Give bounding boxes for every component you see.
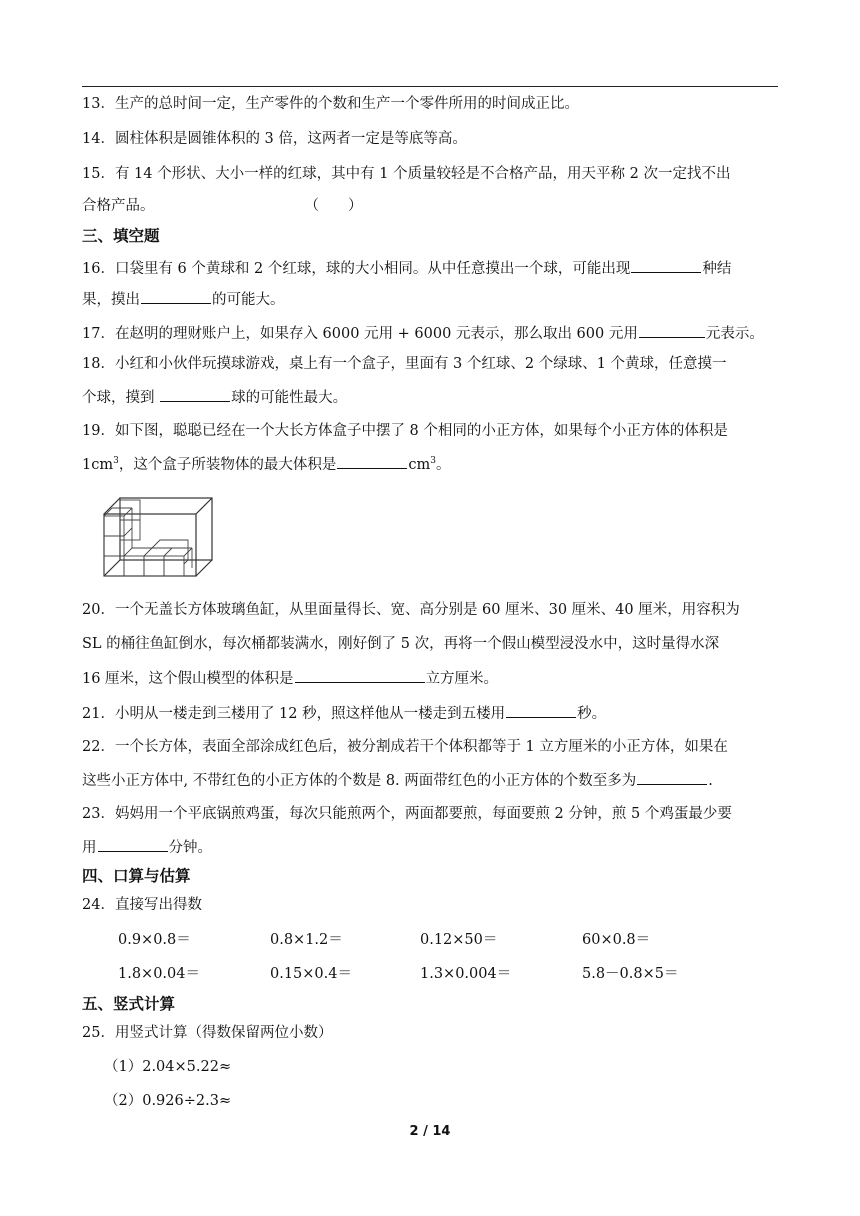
question-19-line2: [82, 453, 450, 475]
question-16-line1: [82, 257, 731, 279]
answer-blank[interactable]: [631, 257, 701, 273]
question-21-text-end: 秒。: [577, 706, 607, 722]
question-21: [82, 702, 606, 724]
question-18-line2: [82, 386, 347, 408]
calc-item: 1.8×0.04＝: [118, 966, 200, 982]
question-18-text: 个球，摸到: [82, 390, 160, 406]
calc-item: 0.12×50＝: [420, 932, 498, 948]
question-16-text: 16．口袋里有 6 个黄球和 2 个红球，球的大小相同。从中任意摸出一个球，可能出现: [82, 261, 631, 277]
question-22-text-end: .: [708, 773, 713, 789]
section-mental-math: 四、口算与估算: [82, 867, 191, 885]
question-20-text-end: 立方厘米。: [425, 671, 499, 687]
answer-paren: （ ）: [304, 198, 363, 214]
question-23-line1: 23．妈妈用一个平底锅煎鸡蛋，每次只能煎两个，两面都要煎，每面要煎 2 分钟，煎 5 个鸡蛋最少要: [82, 806, 732, 822]
question-22-text: 这些小正方体中, 不带红色的小正方体的个数是 8. 两面带红色的小正方体的个数至多为: [82, 773, 637, 789]
question-18-line1: 18．小红和小伙伴玩摸球游戏，桌上有一个盒子，里面有 3 个红球、2 个绿球、1 个黄球，任意摸一: [82, 356, 727, 372]
answer-blank[interactable]: [98, 836, 168, 852]
calc-item: 0.15×0.4＝: [270, 966, 352, 982]
question-23-text-end: 分钟。: [168, 840, 212, 856]
answer-blank[interactable]: [337, 453, 407, 469]
question-17-text-end: 元表示。: [705, 326, 764, 342]
question-15-line2: [82, 196, 363, 216]
superscript: 3: [430, 456, 436, 466]
question-15-text: 合格产品。: [82, 198, 155, 214]
calc-item: 60×0.8＝: [582, 932, 651, 948]
unit-text: 1cm: [82, 457, 114, 473]
question-21-text: 21．小明从一楼走到三楼用了 12 秒，照这样他从一楼走到五楼用: [82, 706, 506, 722]
answer-blank[interactable]: [506, 702, 576, 718]
answer-blank[interactable]: [160, 386, 230, 402]
question-16-line2: [82, 288, 285, 310]
question-25-1: （1）2.04×5.22≈: [104, 1059, 232, 1075]
cuboid-box-figure: [100, 494, 216, 582]
calc-item: 1.3×0.004＝: [420, 966, 512, 982]
question-23-line2: [82, 836, 212, 858]
question-20-line2: SL 的桶往鱼缸倒水，每次桶都装满水，刚好倒了 5 次，再将一个假山模型浸没水中，这时量得水深: [82, 636, 720, 652]
question-20-line1: 20．一个无盖长方体玻璃鱼缸，从里面量得长、宽、高分别是 60 厘米、30 厘米、40 厘米，用容积为: [82, 602, 740, 618]
question-25-2: （2）0.926÷2.3≈: [104, 1093, 232, 1109]
question-16-text-end: 的可能大。: [212, 292, 285, 308]
question-22-line1: 22．一个长方体，表面全部涂成红色后，被分割成若干个体积都等于 1 立方厘米的小正方体，如果在: [82, 739, 728, 755]
question-25: 25．用竖式计算（得数保留两位小数）: [82, 1025, 333, 1041]
question-16-text: 果，摸出: [82, 292, 140, 308]
calc-item: 0.9×0.8＝: [118, 932, 191, 948]
question-22-line2: [82, 769, 713, 791]
question-24: 24．直接写出得数: [82, 897, 202, 913]
calc-item: 0.8×1.2＝: [270, 932, 343, 948]
unit-text: cm: [408, 457, 431, 473]
question-23-text: 用: [82, 840, 97, 856]
answer-blank[interactable]: [295, 667, 425, 683]
question-17-text: 17．在赵明的理财账户上，如果存入 6000 元用 + 6000 元表示，那么取出 600 元用: [82, 326, 638, 342]
answer-blank[interactable]: [639, 322, 705, 338]
question-20-line3: [82, 667, 498, 689]
header-rule: [82, 86, 778, 87]
section-vertical-calc: 五、竖式计算: [82, 995, 176, 1013]
answer-blank[interactable]: [637, 769, 707, 785]
page-number: 2 / 14: [409, 1124, 451, 1139]
answer-blank[interactable]: [141, 288, 211, 304]
question-14: 14．圆柱体积是圆锥体积的 3 倍，这两者一定是等底等高。: [82, 131, 467, 147]
question-18-text-end: 球的可能性最大。: [231, 390, 348, 406]
question-17: [82, 322, 764, 344]
question-16-text-end: 种结: [702, 261, 732, 277]
calc-item: 5.8－0.8×5＝: [582, 966, 679, 982]
section-fill-blank: 三、填空题: [82, 227, 160, 245]
punctuation: 。: [435, 457, 451, 473]
question-19-text: ，这个盒子所装物体的最大体积是: [118, 457, 337, 473]
question-19-line1: 19．如下图，聪聪已经在一个大长方体盒子中摆了 8 个相同的小正方体，如果每个小正方体的体积是: [82, 423, 728, 439]
question-20-text: 16 厘米，这个假山模型的体积是: [82, 671, 294, 687]
question-13: 13．生产的总时间一定，生产零件的个数和生产一个零件所用的时间成正比。: [82, 96, 579, 112]
superscript: 3: [113, 456, 119, 466]
question-15-line1: 15．有 14 个形状、大小一样的红球，其中有 1 个质量较轻是不合格产品，用天平称 2 次一定找不出: [82, 166, 731, 182]
